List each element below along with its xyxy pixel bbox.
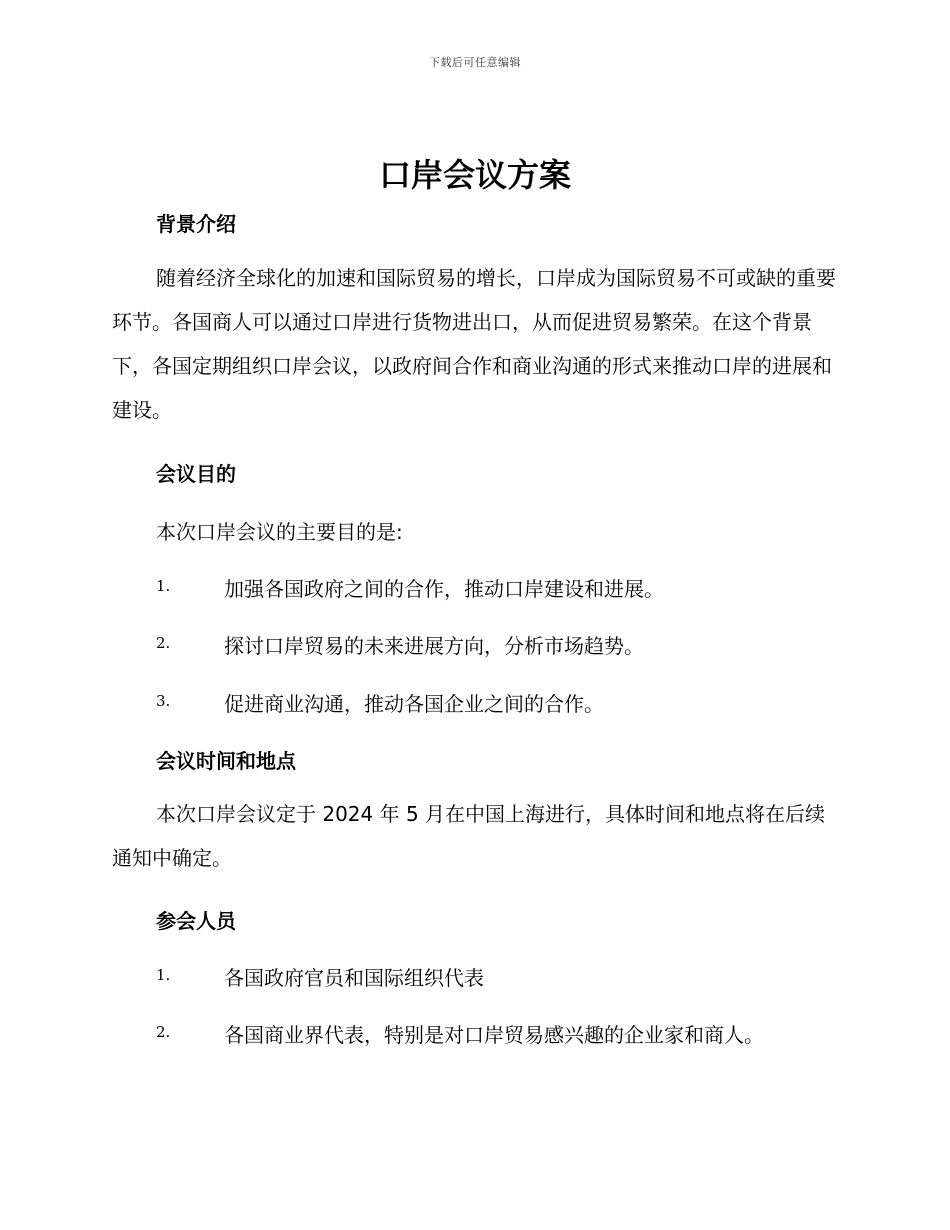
list-number: 2. [156, 1023, 171, 1041]
header-note: 下载后可任意编辑 [429, 56, 521, 69]
list-text: 加强各国政府之间的合作，推动口岸建设和进展。 [224, 577, 664, 601]
section-heading-attendees: 参会人员 [156, 909, 236, 933]
list-number: 2. [156, 634, 171, 652]
list-text: 促进商业沟通，推动各国企业之间的合作。 [224, 692, 604, 716]
time-location-paragraph: 本次口岸会议定于 2024 年 5 月在中国上海进行，具体时间和地点将在后续通知中确定。 [112, 802, 826, 870]
list-text: 各国商业界代表，特别是对口岸贸易感兴趣的企业家和商人。 [224, 1023, 764, 1047]
purpose-intro: 本次口岸会议的主要目的是: [156, 520, 403, 544]
section-heading-time-location: 会议时间和地点 [156, 749, 296, 773]
background-paragraph: 随着经济全球化的加速和国际贸易的增长，口岸成为国际贸易不可或缺的重要环节。各国商人可以通过口岸进行货物进出口，从而促进贸易繁荣。在这个背景下，各国定期组织口岸会议，以政府间合作和商业沟通的形式来推动口岸的进展和建设。 [112, 266, 836, 422]
list-number: 3. [156, 692, 171, 710]
document-title: 口岸会议方案 [378, 156, 571, 194]
section-heading-background: 背景介绍 [156, 212, 236, 236]
list-number: 1. [156, 966, 171, 984]
list-text: 各国政府官员和国际组织代表 [224, 966, 484, 990]
list-number: 1. [156, 577, 171, 595]
section-heading-purpose: 会议目的 [156, 462, 236, 486]
list-text: 探讨口岸贸易的未来进展方向，分析市场趋势。 [224, 634, 644, 658]
